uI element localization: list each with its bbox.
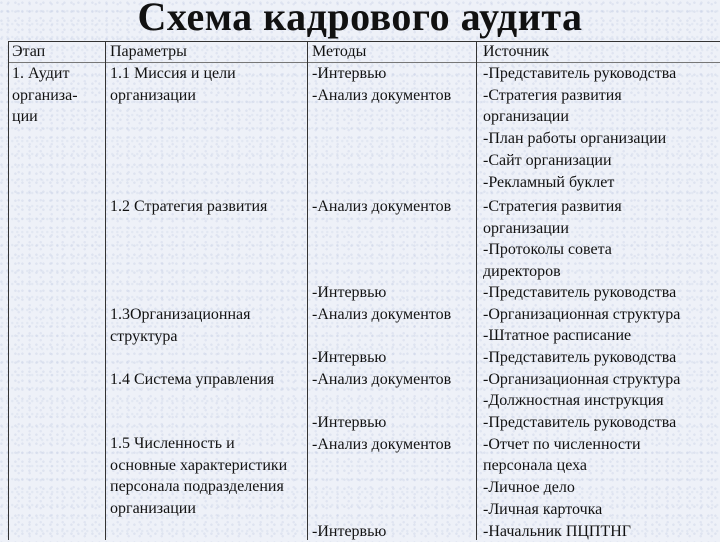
sources-management-system: -Представитель руководства -Организационная структура -Должностная инструкция bbox=[483, 349, 681, 410]
header-source: Источник bbox=[483, 43, 549, 60]
param-org-structure: 1.3Организационная структура bbox=[110, 306, 251, 345]
methods-strategy: -Анализ документов bbox=[312, 198, 452, 215]
param-management-system: 1.4 Система управления bbox=[110, 371, 275, 388]
param-strategy: 1.2 Стратегия развития bbox=[110, 198, 268, 215]
table-left-border bbox=[8, 41, 9, 540]
sources-strategy: -Стратегия развития организации -Протоколы совета директоров bbox=[483, 198, 622, 281]
sources-mission: -Представитель руководства -Стратегия развития организации -План работы организации -Сайт организации -Рекламный буклет bbox=[483, 65, 677, 191]
header-params: Параметры bbox=[110, 43, 187, 60]
param-mission: 1.1 Миссия и цели организации bbox=[110, 65, 236, 104]
column-divider-params bbox=[105, 41, 106, 540]
param-headcount: 1.5 Численность и основные характеристики персонала подразделения организации bbox=[110, 435, 288, 518]
stage-name: 1. Аудит организа- ции bbox=[12, 65, 78, 126]
header-stage: Этап bbox=[12, 43, 46, 60]
methods-headcount: -Интервью -Анализ документов -Интервью bbox=[312, 414, 452, 540]
sources-org-structure: -Представитель руководства -Организационная структура -Штатное расписание bbox=[483, 284, 681, 345]
methods-org-structure: -Интервью -Анализ документов bbox=[312, 284, 452, 323]
column-divider-methods bbox=[307, 41, 308, 540]
sources-headcount: -Представитель руководства -Отчет по численности персонала цеха -Личное дело -Личная карточка -Начальник ПЦПТНГ bbox=[483, 414, 677, 540]
header-methods: Методы bbox=[312, 43, 367, 60]
column-divider-source bbox=[476, 41, 477, 540]
methods-mission: -Интервью -Анализ документов bbox=[312, 65, 452, 104]
methods-management-system: -Интервью -Анализ документов bbox=[312, 349, 452, 388]
page-title: Схема кадрового аудита bbox=[137, 0, 583, 39]
